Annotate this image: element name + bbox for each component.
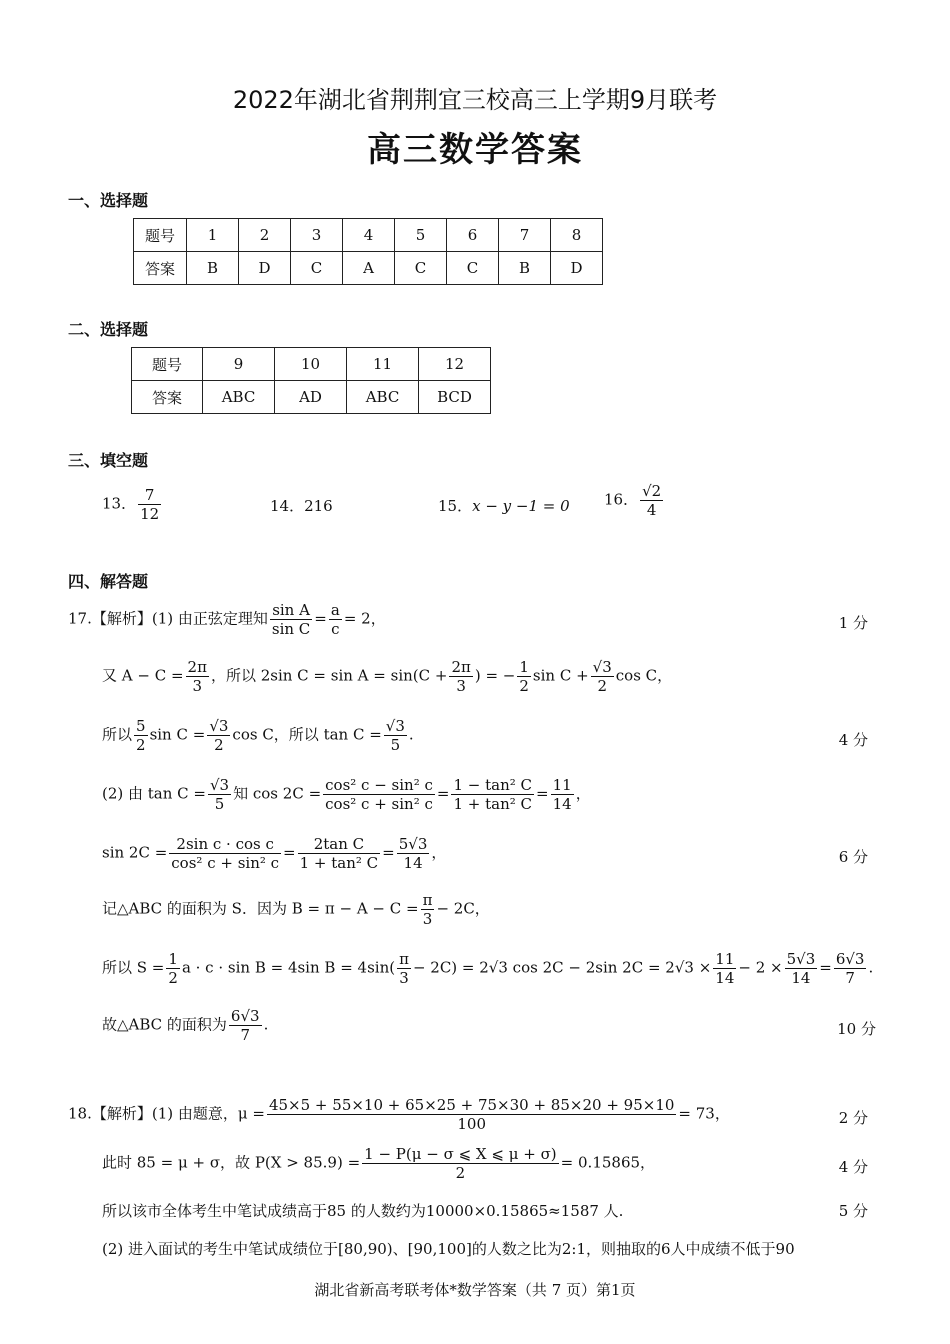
- question-number: 3: [291, 219, 343, 252]
- answer-cell: AD: [275, 381, 347, 414]
- answer-cell: B: [187, 252, 239, 285]
- p17-line2: 又 A − C = $\frac{2\pi}{3}$ ，所以 2sin C = sin A = sin(C + $\frac{2\pi}{3}$ ) = − $\frac{1}{2}$ sin C + $\frac{√3}{2}$ cos C，: [102, 658, 673, 695]
- row-label: 题号: [132, 348, 203, 381]
- document-title: 2022年湖北省荆荆宜三校高三上学期9月联考: [232, 86, 718, 114]
- p17-line1: 17.【解析】(1) 由正弦定理知 $\frac{\text{sin A}}{\text{sin C}}$ = $\frac{a}{c}$ = 2，: [68, 601, 386, 638]
- p18-line3: 所以该市全体考生中笔试成绩高于85 的人数约为10000×0.15865≈1587 人.: [102, 1202, 624, 1220]
- table-row: [132, 348, 491, 381]
- score: 4 分: [838, 1158, 868, 1176]
- table-row: [132, 381, 491, 414]
- question-number: 2: [239, 219, 291, 252]
- q15-label: 15．: [438, 497, 473, 515]
- q16-label: 16．: [604, 490, 639, 509]
- table-row: [134, 252, 603, 285]
- score: 4 分: [838, 731, 868, 749]
- row-label: 题号: [134, 219, 187, 252]
- answer-cell: D: [551, 252, 603, 285]
- section1-heading: 一、选择题: [68, 191, 149, 210]
- fraction: $\frac{√2}{4}$: [642, 482, 662, 519]
- document-subtitle: 高三数学答案: [367, 130, 583, 170]
- answer-cell: C: [395, 252, 447, 285]
- table-row: [134, 219, 603, 252]
- q15-answer: x − y −1 = 0: [472, 497, 570, 515]
- section3-heading: 三、填空题: [68, 451, 149, 470]
- section2-heading: 二、选择题: [68, 320, 149, 339]
- answer-14: [270, 495, 333, 516]
- answer-cell: C: [291, 252, 343, 285]
- page-footer: 湖北省新高考联考体*数学答案（共 7 页）第1页: [314, 1281, 636, 1299]
- question-number: 7: [499, 219, 551, 252]
- p17-line8: 故△ABC 的面积为 $\frac{6√3}{7}$ .: [102, 1007, 269, 1044]
- p17-line6: 记△ABC 的面积为 S．因为 B = π − A − C = $\frac{\pi}{3}$ − 2C，: [102, 891, 490, 928]
- q13-label: 13．: [102, 494, 137, 513]
- score: 1 分: [838, 614, 868, 632]
- question-number: 9: [203, 348, 275, 381]
- answer-15: [438, 495, 570, 516]
- question-number: 6: [447, 219, 499, 252]
- p18-line4: (2) 进入面试的考生中笔试成绩位于[80,90)、[90,100]的人数之比为2:1，则抽取的6人中成绩不低于90: [102, 1240, 795, 1258]
- q14-label: 14．: [270, 497, 305, 515]
- question-number: 4: [343, 219, 395, 252]
- answer-cell: ABC: [203, 381, 275, 414]
- choice-table-2: [131, 347, 491, 414]
- answer-cell: B: [499, 252, 551, 285]
- p17-line3: 所以 $\frac{5}{2}$ sin C = $\frac{√3}{2}$ cos C，所以 tan C = $\frac{√3}{5}$ .: [102, 717, 414, 754]
- answer-cell: C: [447, 252, 499, 285]
- p18-line2: 此时 85 = μ + σ，故 P(X > 85.9) = $\frac{1 - P(\mu - \sigma ⩽ X ⩽ \mu + \sigma)}{2}$ = 0.15865，: [102, 1145, 656, 1182]
- answer-cell: A: [343, 252, 395, 285]
- question-number: 1: [187, 219, 239, 252]
- score: 2 分: [838, 1109, 868, 1127]
- section4-heading: 四、解答题: [68, 572, 149, 591]
- question-number: 5: [395, 219, 447, 252]
- answer-13: [102, 486, 163, 523]
- question-number: 11: [347, 348, 419, 381]
- row-label: 答案: [132, 381, 203, 414]
- answer-cell: ABC: [347, 381, 419, 414]
- answer-cell: D: [239, 252, 291, 285]
- answer-cell: BCD: [419, 381, 491, 414]
- row-label: 答案: [134, 252, 187, 285]
- question-number: 10: [275, 348, 347, 381]
- score: 10 分: [837, 1020, 876, 1038]
- p17-line4: (2) 由 tan C = $\frac{√3}{5}$ 知 cos 2C = $\frac{\text{cos² c − sin² c}}{\text{cos² c + sin² c}}$ = $\frac{\text{1 − tan² C}}{\text{1 + tan² C}}$ = $\frac{11}{14}$ ，: [102, 776, 591, 813]
- answer-16: [604, 482, 665, 519]
- question-number: 8: [551, 219, 603, 252]
- p17-line7: 所以 S = $\frac{1}{2}$ a · c · sin B = 4sin B = 4sin( $\frac{\pi}{3}$ − 2C) = 2√3 cos 2C − 2sin 2C = 2√3 × $\frac{11}{14}$ − 2 × $\frac{5√3}{14}$ = $\frac{6√3}{7}$ .: [102, 950, 874, 987]
- score: 6 分: [838, 848, 868, 866]
- score: 5 分: [838, 1202, 868, 1220]
- p17-line5: sin 2C = $\frac{\text{2sin c · cos c}}{\text{cos² c + sin² c}}$ = $\frac{\text{2tan C}}{\text{1 + tan² C}}$ = $\frac{5√3}{14}$ ，: [102, 835, 447, 872]
- q14-answer: 216: [304, 497, 333, 515]
- fraction: $\frac{7}{12}$: [140, 486, 160, 523]
- question-number: 12: [419, 348, 491, 381]
- p18-line1: 18.【解析】(1) 由题意，μ = $\frac{45\times 5 + 55\times 10 + 65\times 25 + 75\times 30 + 85\times 20 + 95\times 10}{100}$ = 73，: [68, 1096, 730, 1133]
- choice-table-1: [133, 218, 603, 285]
